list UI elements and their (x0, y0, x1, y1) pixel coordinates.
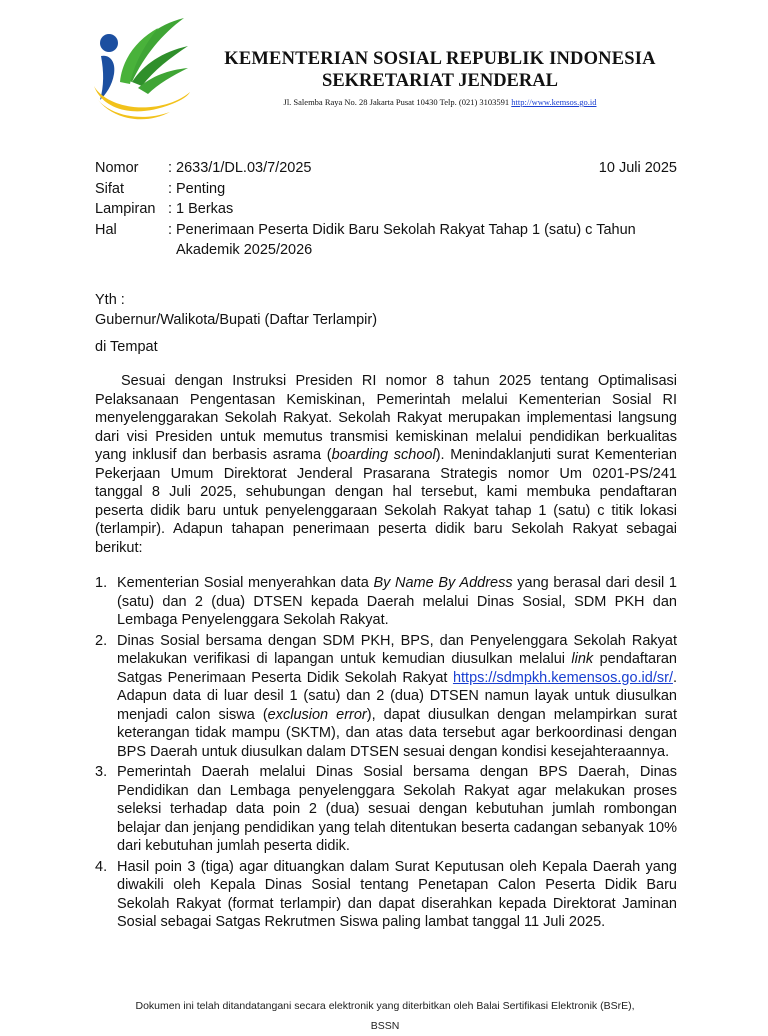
item-text (117, 574, 677, 630)
kemensos-logo (92, 16, 190, 124)
body-text-2: ). Menindaklanjuti surat Kementerian Pekerjaan Umum Direktorat Jenderal Prasarana Strategis nomor Um 0201-PS/241 tanggal 8 Juli 2025, sehubungan dengan hal tersebut, kami membuka pendaftaran peserta didik baru untuk penyelenggaraan Sekolah Rakyat tahap 1 (satu) c titik lokasi (terlampir). Adapun tahapan penerimaan peserta didik baru Sekolah Rakyat sebagai berikut: (95, 447, 677, 556)
logo-body (100, 56, 114, 100)
nomor-value: 2633/1/DL.03/7/2025 (176, 160, 312, 176)
yth-label: Yth : (95, 292, 125, 308)
footer-line-2: BSSN (370, 1020, 400, 1032)
item-text-part: yang berasal dari desil 1 (satu) dan 2 (dua) DTSEN kepada Daerah melalui Dinas Sosial, SDM PKH dan Lembaga Penyelenggara Sekolah Rakyat. (117, 575, 677, 628)
item-text (117, 632, 677, 762)
letter-meta (95, 158, 685, 261)
item-number: 3. (95, 764, 108, 780)
letter-body (95, 372, 677, 557)
colon: : (168, 180, 173, 197)
meta-lampiran (95, 199, 685, 220)
list-item (95, 574, 677, 630)
registration-link[interactable]: https://sdmpkh.kemensos.go.id/sr/ (452, 669, 673, 686)
item-number: 4. (95, 858, 108, 875)
recipient-name: Gubernur/Walikota/Bupati (Daftar Terlampir) (95, 312, 378, 328)
list-item (95, 763, 677, 856)
item-text-part: ), dapat diusulkan dengan melampirkan surat keterangan tidak mampu (SKTM), dan atas data tersebut agar berkoordinasi dengan BPS Daerah untuk diusulkan dalam DTSEN sesuai dengan kondisi kesejahteraannya. (117, 706, 677, 760)
website-link[interactable]: http://www.kemsos.go.id (511, 97, 597, 107)
address-text: Jl. Salemba Raya No. 28 Jakarta Pusat 10430 Telp. (021) 3103591 (283, 97, 510, 107)
letter-date: 10 Juli 2025 (598, 160, 677, 176)
item-text-part: . Adapun data di luar desil 1 (satu) dan 2 (dua) DTSEN namun layak untuk diusulkan menjadi calon siswa ( (117, 669, 677, 723)
list-item (95, 858, 677, 932)
recipient (95, 290, 685, 330)
item-number: 1. (95, 575, 108, 591)
recipient-place: di Tempat (95, 339, 158, 355)
meta-nomor (95, 158, 685, 179)
item-number: 2. (95, 632, 108, 649)
body-text-1: Sesuai dengan Instruksi Presiden RI nomor 8 tahun 2025 tentang Optimalisasi Pelaksanaan Pengentasan Kemiskinan, Pemerintah melalui Kementerian Sosial RI menyelenggarakan Sekolah Rakyat. Sekolah Rakyat merupakan implementasi langsung dari visi Presiden untuk memutus transmisi kemiskinan melalui pendidikan berkualitas yang inklusif dan berbasis asrama ( (95, 373, 677, 463)
e-signature-footer (90, 996, 680, 1036)
steps-list (95, 574, 677, 932)
item-text-part: pendaftaran Satgas Penerimaan Peserta Didik Sekolah Rakyat (117, 651, 677, 686)
colon: : (168, 201, 173, 217)
item-italic: link (571, 651, 594, 667)
sifat-label: Sifat (95, 180, 125, 197)
colon: : (168, 221, 173, 238)
lampiran-value: 1 Berkas (176, 201, 234, 217)
body-italic: boarding school (331, 447, 436, 463)
letterhead (210, 48, 670, 108)
list-item (95, 632, 677, 762)
item-italic: exclusion error (267, 706, 367, 723)
logo-head (100, 34, 118, 52)
nomor-label: Nomor (95, 160, 139, 176)
lampiran-label: Lampiran (95, 201, 156, 217)
item-italic: By Name By Address (373, 575, 513, 591)
item-text-part: Kementerian Sosial menyerahkan data (117, 575, 374, 591)
item-text: Pemerintah Daerah melalui Dinas Sosial bersama dengan BPS Daerah, Dinas Pendidikan dan Lembaga penyelenggara Sekolah Rakyat agar melakukan proses seleksi terhadap data poin 2 (dua) sesuai dengan kebutuhan jumlah rombongan belajar dan jenjang pendidikan yang telah ditentukan beserta cadangan sebanyak 10% dari kebutuhan jumlah peserta didik. (117, 764, 677, 854)
hal-value: Penerimaan Peserta Didik Baru Sekolah Rakyat Tahap 1 (satu) c Tahun Akademik 2025/2026 (176, 221, 636, 258)
colon: : (168, 160, 173, 176)
item-text: Hasil poin 3 (tiga) agar dituangkan dalam Surat Keputusan oleh Kepala Daerah yang diwakili oleh Kepala Dinas Sosial tentang Penetapan Calon Peserta Didik Baru Sekolah Rakyat (format terlampir) dan dapat diserahkan kepada Direktorat Jaminan Sosial sebagai Satgas Rekrutmen Siswa paling lambat tanggal 11 Juli 2025. (117, 858, 677, 930)
letterhead-address (210, 96, 670, 108)
meta-hal (95, 220, 685, 261)
secretariat-name: SEKRETARIAT JENDERAL (322, 71, 558, 91)
item-text-part: Dinas Sosial bersama dengan SDM PKH, BPS, dan Penyelenggara Sekolah Rakyat melakukan verifikasi di lapangan untuk kemudian diusulkan melalui (117, 632, 677, 667)
footer-line-1: Dokumen ini telah ditandatangani secara elektronik yang diterbitkan oleh Balai Sertifikasi Elektronik (BSrE), (135, 1000, 635, 1012)
body-paragraph (95, 372, 677, 557)
meta-sifat (95, 179, 685, 200)
sifat-value: Penting (176, 180, 226, 197)
ministry-name: KEMENTERIAN SOSIAL REPUBLIK INDONESIA (224, 49, 656, 69)
hal-label: Hal (95, 221, 117, 238)
